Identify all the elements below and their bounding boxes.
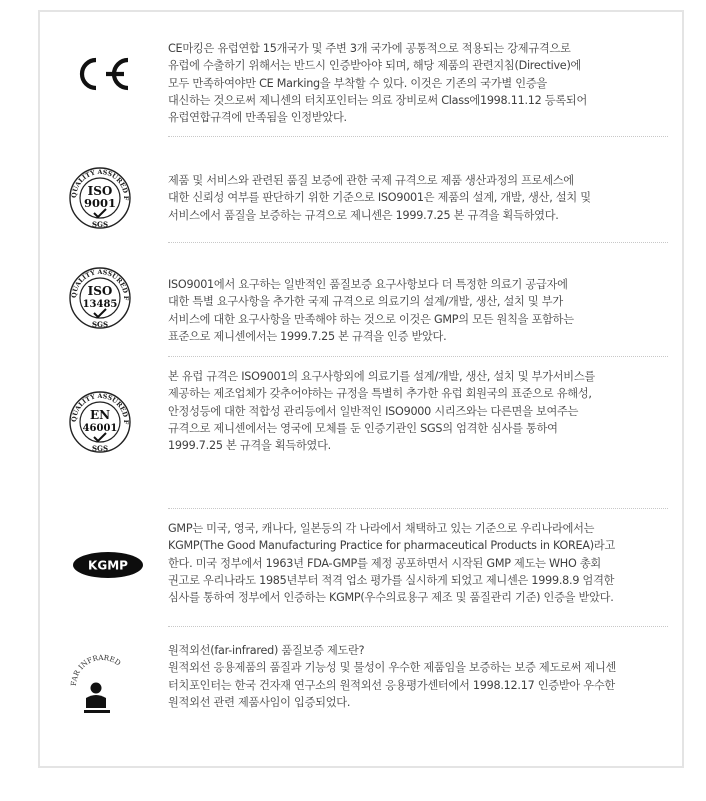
divider xyxy=(168,242,668,243)
kgmp-logo-text: KGMP xyxy=(88,558,128,573)
far-infrared-logo xyxy=(68,648,132,718)
cert-en46001-description: 본 유럽 규격은 ISO9001의 요구사항외에 의료기를 설계/개발, 생산, 설치 및 부가서비스를 제공하는 제조업체가 갖추어야하는 규정을 특별히 추가한 유럽 회원국의 표준으로 유해성, 안정성등에 대한 적합성 관리등에서 일반적인 ISO9000 시리즈와는 다른면을 보여주는 규격으로 제니센에서는 영국에 모체를 둔 인증기관인 SGS의 엄격한 심사를 통하여 1999.7.25 본 규격을 획득하였다. xyxy=(168,370,595,453)
cert-iso9001-description: 제품 및 서비스와 관련된 품질 보증에 관한 국제 규격으로 제품 생산과정의 프로세스에 대한 신뢰성 여부를 판단하기 위한 기준으로 ISO9001은 제품의 설계, 개발, 생산, 설치 및 서비스에서 품질을 보증하는 규격으로 제니센은 1999.7.25 본 규격을 획득하였다. xyxy=(168,174,591,222)
kgmp-logo xyxy=(72,550,144,580)
iso13485-seal-icon xyxy=(68,264,132,334)
iso9001-seal-icon xyxy=(68,164,132,234)
en46001-logo-line2: 46001 xyxy=(82,423,118,434)
en46001-seal-icon xyxy=(68,388,132,458)
iso13485-brand: SGS xyxy=(91,320,109,329)
divider xyxy=(168,626,668,627)
iso13485-ring-text: QUALITY ASSURED F xyxy=(69,267,131,301)
cert-kgmp-description: GMP는 미국, 영국, 캐나다, 일본등의 각 나라에서 채택하고 있는 기준으로 우리나라에서는 KGMP(The Good Manufacturing Practice for pharmaceutical Products in KOREA)라고 한다. 미국 정부에서 1963년 FDA-GMP를 제정 공포하면서 시작된 GMP 제도는 WHO 총회 권고로 우리나라도 1985년부터 적격 업소 평가를 실시하게 되었고 제니센은 1999.8.9 엄격한 심사를 통하여 정부에서 인증하는 KGMP(우수의료용구 제조 및 품질관리 기준) 인증을 받았다. xyxy=(168,522,616,605)
en46001-logo-line1: EN xyxy=(89,408,111,422)
divider xyxy=(168,136,668,137)
en46001-ring-text: QUALITY ASSURED F xyxy=(69,391,131,425)
iso9001-logo-line1: ISO xyxy=(87,184,113,198)
iso13485-logo-line2: 13485 xyxy=(82,299,118,310)
ce-logo xyxy=(68,46,132,102)
svg-text:FAR INFRARED xyxy=(69,653,123,686)
far-infrared-arc-text: FAR INFRARED xyxy=(68,652,123,687)
cert-iso13485-description: ISO9001에서 요구하는 일반적인 품질보증 요구사항보다 더 특정한 의료기 공급자에 대한 특별 요구사항을 추가한 국제 규격으로 의료기의 설계/개발, 생산, 설치 및 부가 서비스에 대한 요구사항을 만족해야 하는 것으로 이것은 GMP의 모든 원칙을 포함하는 표준으로 제니센에서는 1999.7.25 본 규격을 인증 받았다. xyxy=(168,278,574,343)
iso9001-logo-line2: 9001 xyxy=(83,196,117,210)
iso9001-ring-text: QUALITY ASSURED F xyxy=(69,167,131,201)
cert-ce-description: CE마킹은 유럽연합 15개국가 및 주변 3개 국가에 공통적으로 적용되는 강제규격으로 유럽에 수출하기 위해서는 반드시 인증받아야 되며, 해당 제품의 관련지침(Directive)에 모두 만족하여야만 CE Marking을 부착할 수 있다. 이것은 기존의 국가별 인증을 대신하는 것으로써 제니센의 터치포인터는 의료 장비로써 Class에1998.11.12 등록되어 유럽연합규격에 만족됨을 인정받았다. xyxy=(168,42,588,125)
cert-far-infrared-description: 원적외선(far-infrared) 품질보증 제도란? 원적외선 응용제품의 품질과 기능성 및 물성이 우수한 제품임을 보증하는 보증 제도로써 제니센 터치포인터는 한국 건자재 연구소의 원적외선 응용평가센터에서 1998.12.17 인증받아 우수한 원적외선 관련 제품사임이 입증되었다. xyxy=(168,644,617,709)
iso9001-brand: SGS xyxy=(91,220,109,229)
divider xyxy=(168,508,668,509)
divider xyxy=(168,356,668,357)
certifications-panel xyxy=(38,10,684,768)
iso13485-logo-line1: ISO xyxy=(87,284,113,298)
en46001-brand: SGS xyxy=(91,444,109,453)
